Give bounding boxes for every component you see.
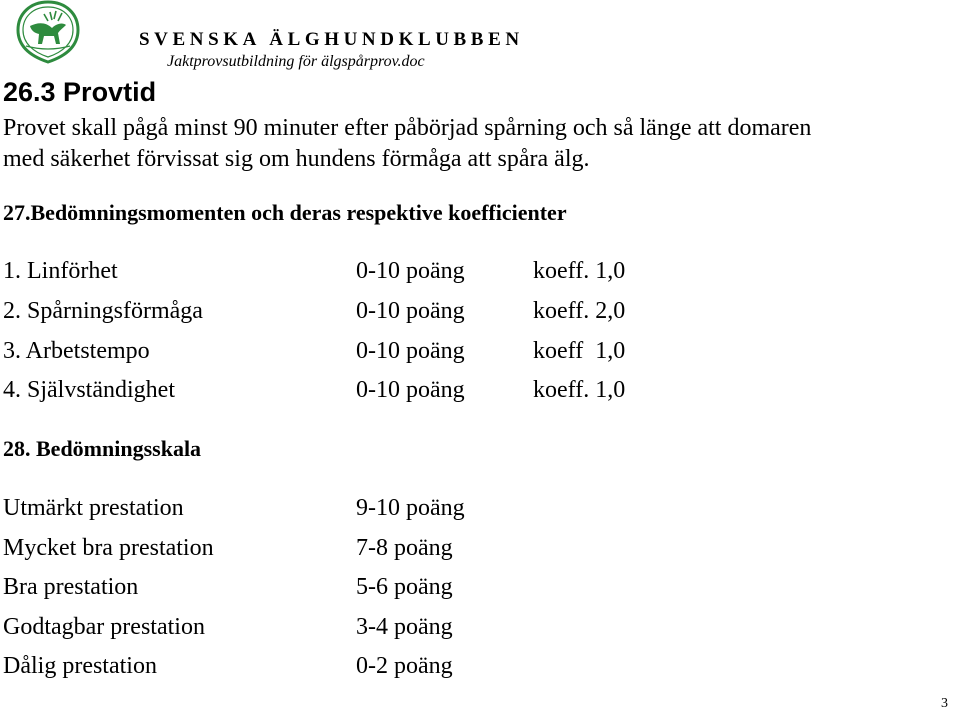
scale-row (3, 654, 703, 684)
scale-points: 0-2 poäng (356, 653, 453, 679)
club-name: SVENSKA ÄLGHUNDKLUBBEN (139, 29, 524, 50)
section-26-heading: 26.3 Provtid (3, 77, 157, 107)
criteria-row (3, 378, 703, 408)
scale-label: Utmärkt prestation (3, 495, 184, 521)
scale-label: Mycket bra prestation (3, 535, 214, 561)
criteria-points: 0-10 poäng (356, 258, 465, 284)
scale-row (3, 496, 703, 526)
page-number: 3 (941, 696, 948, 711)
scale-row (3, 536, 703, 566)
criteria-name: 1. Linförhet (3, 258, 118, 284)
moose-emblem-icon (8, 0, 88, 64)
scale-row (3, 615, 703, 645)
section-26-line-1: Provet skall pågå minst 90 minuter efter påbörjad spårning och så länge att domaren (3, 115, 812, 141)
scale-row (3, 575, 703, 605)
criteria-name: 2. Spårningsförmåga (3, 298, 203, 324)
section-28-heading: 28. Bedömningsskala (3, 436, 202, 461)
section-26-line-2: med säkerhet förvissat sig om hundens förmåga att spåra älg. (3, 146, 590, 172)
scale-points: 9-10 poäng (356, 495, 465, 521)
criteria-points: 0-10 poäng (356, 338, 465, 364)
criteria-points: 0-10 poäng (356, 298, 465, 324)
criteria-coeff: koeff. 2,0 (533, 298, 626, 324)
scale-label: Dålig prestation (3, 653, 157, 679)
criteria-row (3, 339, 703, 369)
scale-points: 3-4 poäng (356, 614, 453, 640)
criteria-row (3, 259, 703, 289)
criteria-name: 4. Självständighet (3, 377, 175, 403)
criteria-coeff: koeff 1,0 (533, 338, 626, 364)
criteria-coeff: koeff. 1,0 (533, 377, 626, 403)
scale-points: 5-6 poäng (356, 574, 453, 600)
document-name: Jaktprovsutbildning för älgspårprov.doc (167, 53, 425, 70)
criteria-row (3, 299, 703, 329)
criteria-name: 3. Arbetstempo (3, 338, 150, 364)
scale-points: 7-8 poäng (356, 535, 453, 561)
section-27-heading: 27.Bedömningsmomenten och deras respektive koefficienter (3, 200, 567, 225)
criteria-points: 0-10 poäng (356, 377, 465, 403)
scale-label: Godtagbar prestation (3, 614, 205, 640)
criteria-coeff: koeff. 1,0 (533, 258, 626, 284)
scale-label: Bra prestation (3, 574, 139, 600)
